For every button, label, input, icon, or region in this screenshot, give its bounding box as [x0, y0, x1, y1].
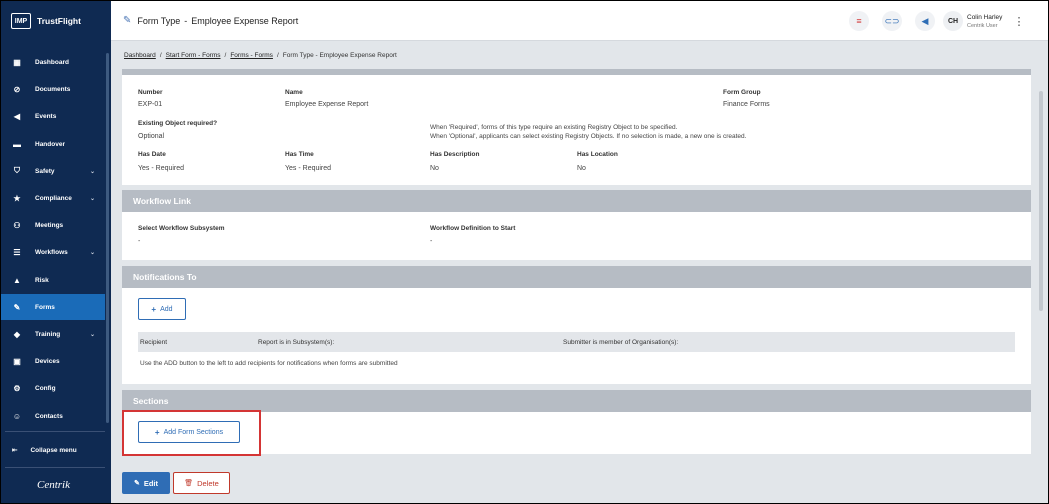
has-date-label: Has Date — [138, 151, 166, 158]
risk-icon: ▲ — [13, 275, 21, 285]
page-title — [123, 15, 298, 26]
chevron-down-icon: ⌄ — [89, 195, 95, 202]
handover-icon: ▬ — [13, 139, 21, 149]
column-recipient: Recipient — [140, 339, 168, 346]
page-title-label: Form Type — [137, 15, 181, 26]
number-label: Number — [138, 89, 163, 96]
add-recipient-button[interactable] — [138, 298, 186, 320]
app-window — [1, 1, 1048, 503]
breadcrumb-separator: / — [224, 52, 227, 59]
user-role: Centrik User — [967, 22, 998, 29]
sidebar-item-label: Dashboard — [35, 58, 69, 66]
sidebar-item-compliance[interactable] — [1, 185, 105, 211]
existing-object-note-required: When 'Required', forms of this type require an existing Registry Object to be specified. — [430, 124, 678, 131]
sidebar-item-risk[interactable] — [1, 267, 105, 293]
recipients-table-header — [138, 332, 1015, 352]
sidebar-item-forms[interactable] — [1, 294, 105, 320]
sidebar-item-label: Risk — [35, 276, 49, 284]
workflow-link-title: Workflow Link — [122, 190, 1031, 212]
title-separator: - — [184, 15, 188, 26]
add-form-sections-label: Add Form Sections — [163, 428, 224, 436]
paperclip-icon: ⊘ — [13, 84, 21, 94]
pencil-icon: ✎ — [133, 480, 140, 487]
breadcrumb-dashboard[interactable]: Dashboard — [124, 52, 156, 59]
sidebar-item-label: Training — [35, 330, 61, 338]
logo-mark: IMP — [11, 13, 31, 29]
column-organisation: Submitter is member of Organisation(s): — [563, 339, 679, 346]
sidebar-item-handover[interactable] — [1, 131, 105, 157]
form-group-label: Form Group — [723, 89, 761, 96]
form-type-details-panel — [122, 69, 1031, 185]
has-location-label: Has Location — [577, 151, 618, 158]
sidebar-item-label: Documents — [35, 85, 71, 93]
sidebar-item-label: Handover — [35, 140, 65, 148]
user-name: Colin Harley — [967, 13, 1003, 21]
trash-icon: 🗑 — [184, 480, 194, 487]
sidebar-item-label: Devices — [35, 357, 60, 365]
has-location-value: No — [577, 165, 586, 172]
has-time-label: Has Time — [285, 151, 314, 158]
top-header — [111, 1, 1048, 41]
megaphone-icon: ◀ — [13, 111, 21, 121]
column-subsystem: Report is in Subsystem(s): — [258, 339, 335, 346]
workflow-subsystem-value: - — [138, 238, 141, 245]
contacts-icon: ☺ — [12, 411, 22, 421]
collapse-menu-label: Collapse menu — [30, 446, 77, 454]
existing-object-value: Optional — [138, 133, 165, 140]
sidebar-scrollbar[interactable] — [106, 53, 109, 423]
sidebar-item-training[interactable] — [1, 321, 105, 347]
meetings-icon: ⚇ — [13, 220, 21, 230]
notifications-title: Notifications To — [122, 266, 1031, 288]
add-recipient-label: Add — [160, 305, 173, 313]
sidebar-item-label: Events — [35, 112, 57, 120]
delete-button[interactable] — [173, 472, 230, 494]
sidebar-item-contacts[interactable] — [1, 403, 105, 429]
has-description-label: Has Description — [430, 151, 480, 158]
sidebar-item-events[interactable] — [1, 103, 105, 129]
breadcrumb-start-form[interactable]: Start Form - Forms — [165, 52, 221, 59]
sidebar-item-workflows[interactable] — [1, 239, 105, 265]
existing-object-note-optional: When 'Optional', applicants can select existing Registry Objects. If no selection is made, a new one is created. — [430, 133, 747, 140]
name-value: Employee Expense Report — [285, 101, 369, 108]
main-scrollbar[interactable] — [1039, 91, 1043, 311]
centrik-logo: Centrik — [37, 479, 70, 491]
avatar[interactable]: CH — [943, 11, 963, 31]
sidebar-item-label: Workflows — [35, 248, 68, 256]
sidebar-item-label: Forms — [35, 303, 55, 311]
collapse-icon: ⇤ — [12, 447, 18, 454]
plus-icon: + — [154, 427, 160, 437]
stack-icon[interactable]: ≡ — [849, 11, 869, 31]
workflows-icon: ☰ — [13, 247, 21, 257]
sidebar-item-label: Safety — [35, 167, 55, 175]
has-time-value: Yes - Required — [285, 165, 332, 172]
sidebar-item-label: Contacts — [35, 412, 63, 420]
delete-label: Delete — [197, 478, 219, 488]
breadcrumb-separator: / — [159, 52, 162, 59]
divider — [5, 431, 105, 432]
edit-label: Edit — [143, 478, 159, 488]
page-title-subject: Employee Expense Report — [191, 15, 299, 26]
workflow-subsystem-label: Select Workflow Subsystem — [138, 225, 225, 232]
divider — [5, 467, 105, 468]
recipients-empty-message: Use the ADD button to the left to add recipients for notifications when forms are submitted — [140, 360, 398, 367]
compliance-icon: ★ — [13, 193, 21, 203]
notifications-panel — [122, 266, 1031, 384]
number-value: EXP-01 — [138, 101, 163, 108]
sidebar-item-safety[interactable] — [1, 158, 105, 184]
panel-header-strip — [122, 69, 1031, 75]
graduation-cap-icon: ◆ — [13, 329, 21, 339]
megaphone-icon[interactable]: ◀ — [915, 11, 935, 31]
devices-icon: ▣ — [13, 356, 21, 366]
sidebar-item-label: Config — [35, 384, 56, 392]
shield-icon: ⛉ — [14, 166, 20, 175]
user-menu[interactable] — [943, 11, 1002, 31]
link-icon[interactable]: ⊂⊃ — [882, 11, 902, 31]
sidebar-item-documents[interactable] — [1, 76, 105, 102]
sidebar-item-label: Compliance — [35, 194, 72, 202]
more-options-icon[interactable]: ⋮ — [1013, 15, 1025, 28]
sidebar-item-devices[interactable] — [1, 348, 105, 374]
collapse-menu-button[interactable] — [12, 446, 77, 454]
highlight-box — [122, 410, 261, 456]
breadcrumb — [124, 52, 397, 59]
workflow-definition-value: - — [430, 238, 433, 245]
sidebar-item-config[interactable] — [1, 375, 105, 401]
sections-title: Sections — [122, 390, 1031, 412]
chevron-down-icon: ⌄ — [89, 168, 95, 175]
sidebar-item-dashboard[interactable] — [1, 49, 105, 75]
breadcrumb-separator: / — [276, 52, 279, 59]
existing-object-label: Existing Object required? — [138, 120, 218, 127]
form-edit-icon: ✎ — [123, 15, 132, 26]
workflow-link-panel — [122, 190, 1031, 260]
app-name: TrustFlight — [37, 16, 81, 26]
chevron-down-icon: ⌄ — [89, 249, 95, 256]
config-icon: ⚙ — [13, 383, 21, 393]
logo[interactable] — [11, 13, 81, 29]
workflow-definition-label: Workflow Definition to Start — [430, 225, 516, 232]
plus-icon: + — [151, 304, 157, 314]
sidebar-item-meetings[interactable] — [1, 212, 105, 238]
edit-button[interactable] — [122, 472, 170, 494]
form-group-value: Finance Forms — [723, 101, 770, 108]
dashboard-icon: ▦ — [13, 57, 21, 67]
forms-icon: ✎ — [13, 302, 21, 312]
breadcrumb-forms[interactable]: Forms - Forms — [230, 52, 273, 59]
chevron-down-icon: ⌄ — [89, 331, 95, 338]
breadcrumb-current: Form Type - Employee Expense Report — [282, 52, 397, 59]
sidebar-item-label: Meetings — [35, 221, 64, 229]
name-label: Name — [285, 89, 303, 96]
sidebar — [1, 1, 111, 503]
has-description-value: No — [430, 165, 439, 172]
has-date-value: Yes - Required — [138, 165, 185, 172]
